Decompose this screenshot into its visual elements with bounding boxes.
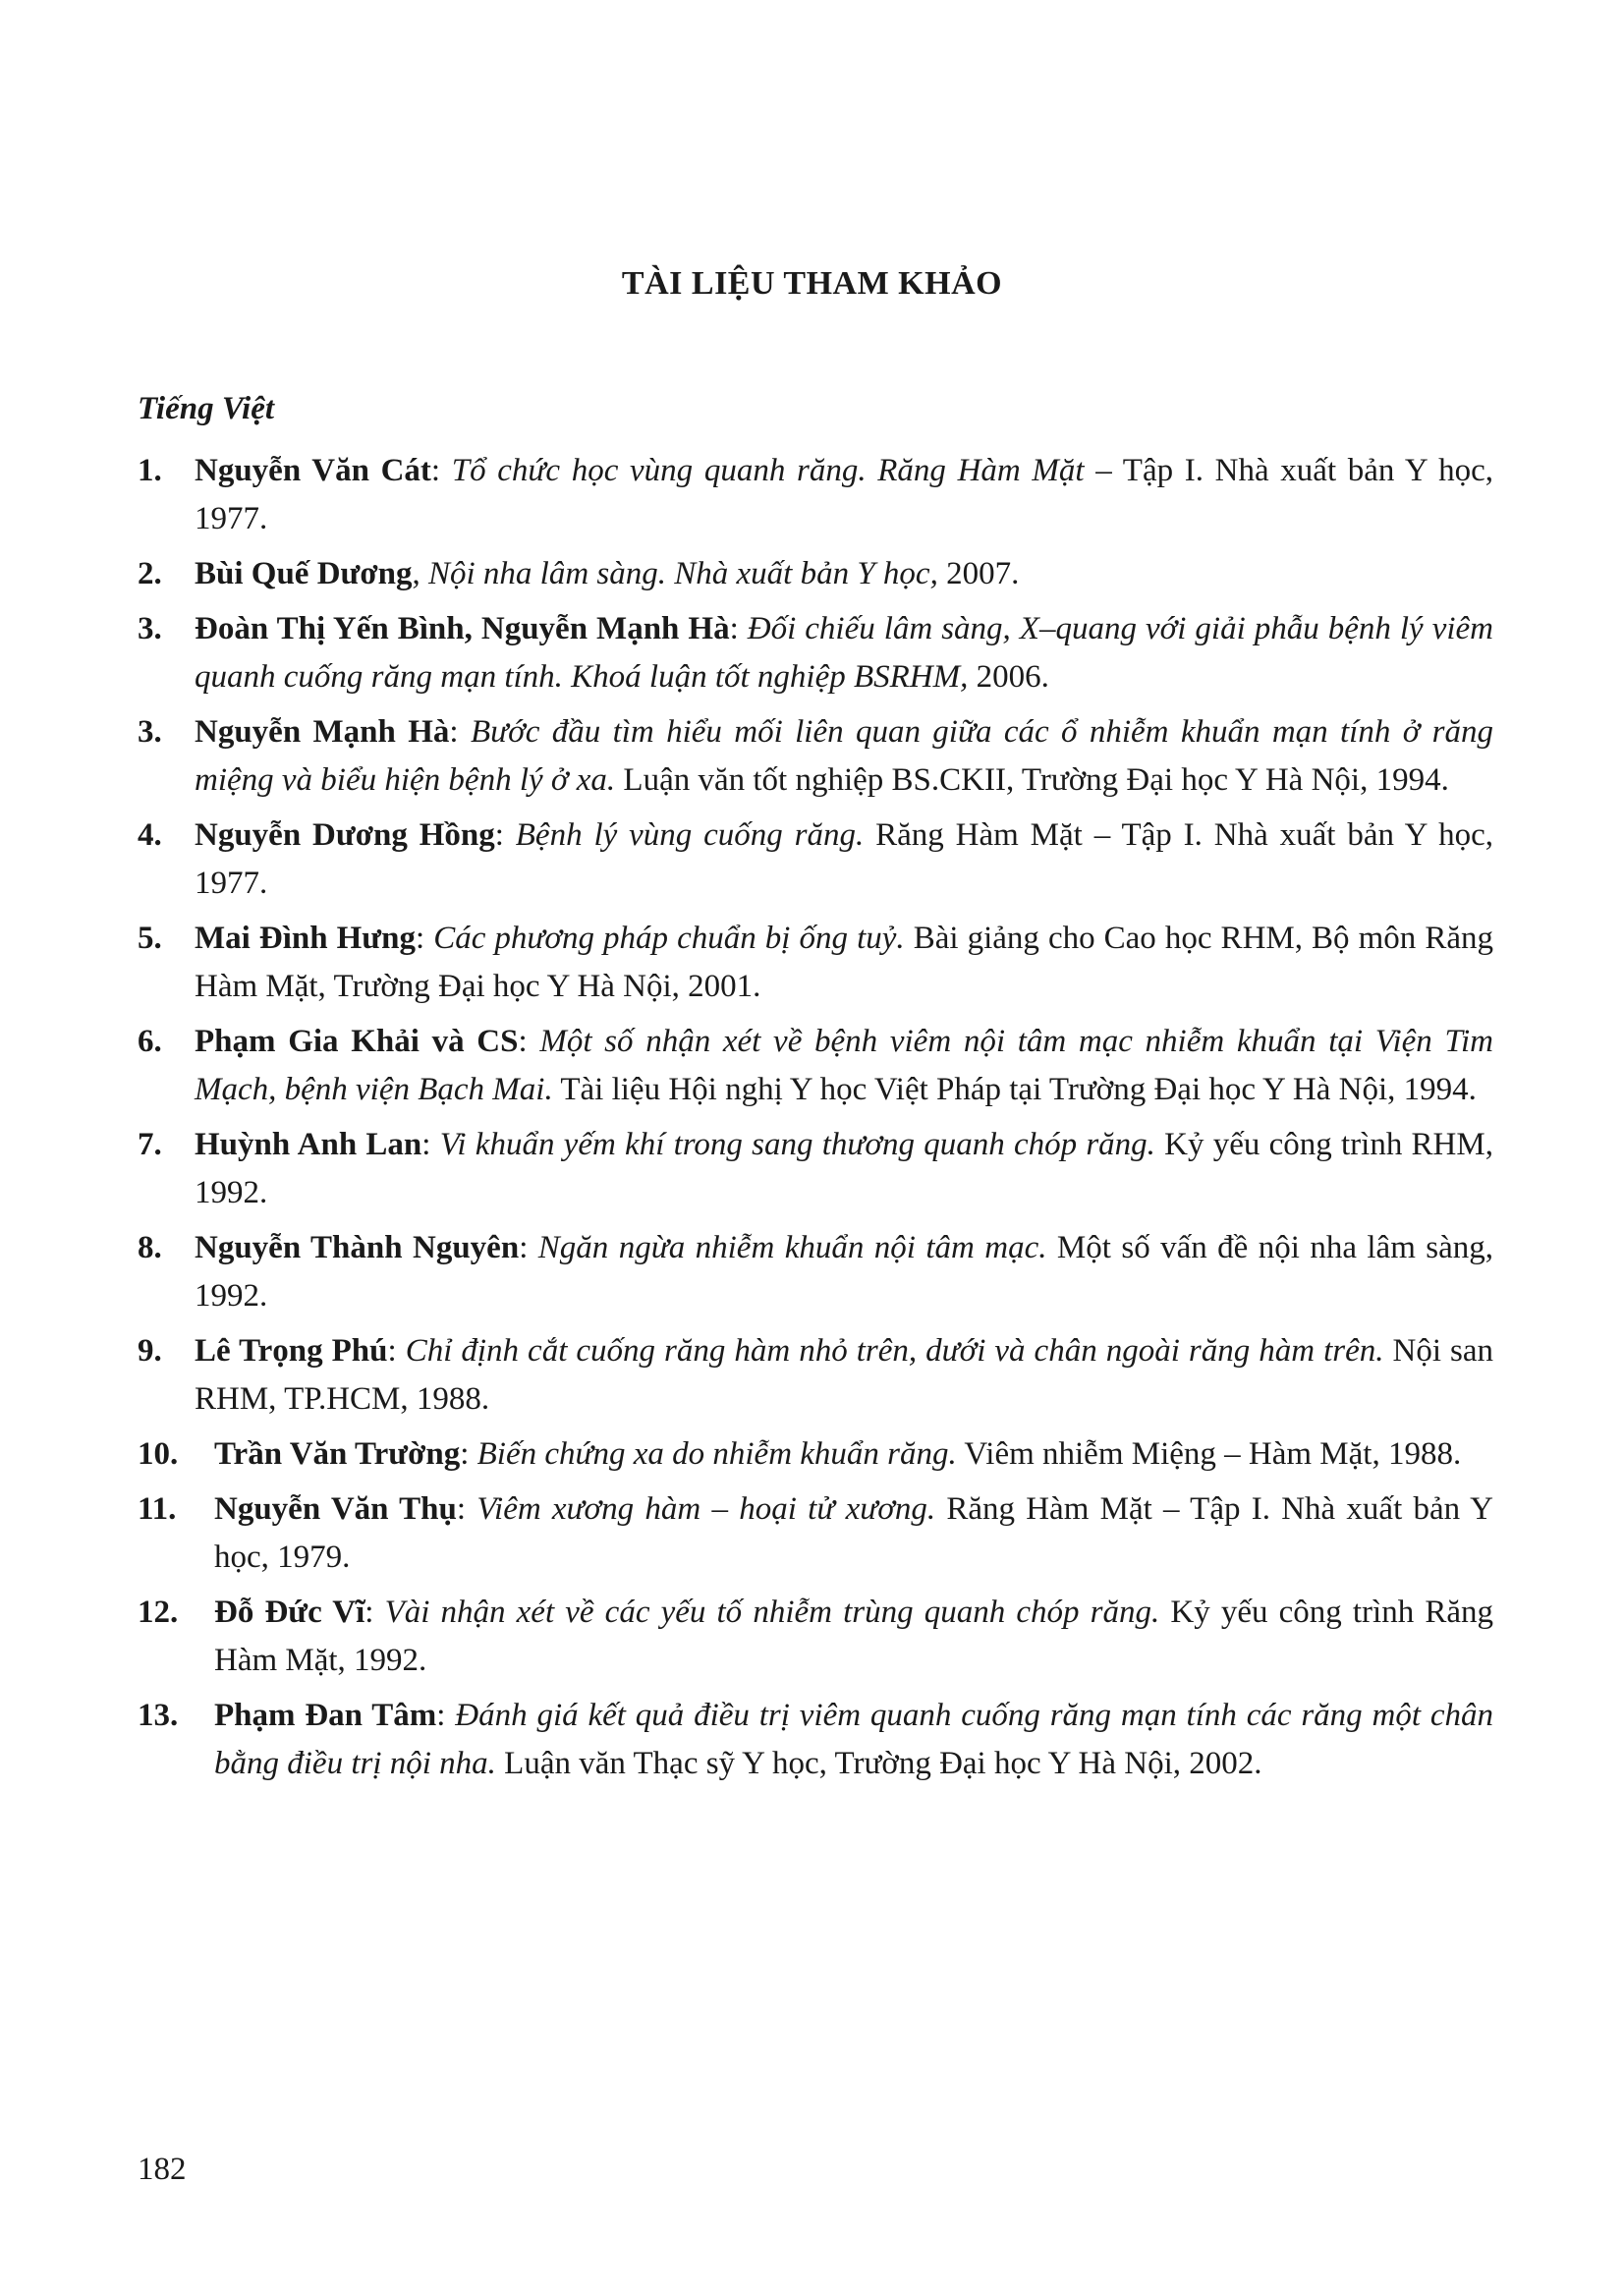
reference-work: Vài nhận xét về các yếu tố nhiễm trùng quanh chóp răng. [384, 1595, 1160, 1630]
reference-publication: 2007. [937, 556, 1020, 591]
reference-work: Vi khuẩn yếm khí trong sang thương quanh chóp răng. [439, 1127, 1155, 1162]
reference-separator: : [421, 1127, 440, 1162]
reference-publication: Luận văn Thạc sỹ Y học, Trường Đại học Y Hà Nội, 2002. [495, 1746, 1262, 1781]
reference-separator: : [415, 921, 434, 956]
reference-author: Nguyễn Văn Thụ [214, 1491, 457, 1527]
reference-item [138, 1327, 1493, 1424]
reference-publication: Bài giảng cho Cao học RHM, Bộ môn Răng Hàm Mặt, Trường Đại học Y Hà Nội, 2001. [195, 921, 1493, 1004]
reference-separator: : [436, 1698, 456, 1733]
reference-publication: Răng Hàm Mặt – Tập I. Nhà xuất bản Y học, 1977. [195, 817, 1493, 901]
reference-number: 10. [138, 1436, 179, 1472]
reference-work: Đánh giá kết quả điều trị viêm quanh cuống răng mạn tính các răng một chân bằng điều trị nội nha. [214, 1698, 1493, 1781]
reference-list [138, 447, 1493, 1795]
reference-separator: : [729, 611, 748, 646]
reference-work: Một số nhận xét về bệnh viêm nội tâm mạc nhiễm khuẩn tại Viện Tim Mạch, bệnh viện Bạch Mai. [195, 1024, 1493, 1107]
reference-publication: Kỷ yếu công trình Răng Hàm Mặt, 1992. [214, 1595, 1493, 1678]
reference-author: Nguyễn Dương Hồng [195, 817, 495, 853]
reference-item [138, 605, 1493, 701]
reference-separator: : [519, 1230, 538, 1265]
reference-item [138, 550, 1493, 598]
reference-number: 12. [138, 1595, 179, 1630]
reference-item [138, 1224, 1493, 1320]
reference-item [138, 1692, 1493, 1788]
reference-work: Bước đầu tìm hiểu mối liên quan giữa các ổ nhiễm khuẩn mạn tính ở răng miệng và biểu hiện bệnh lý ở xa. [195, 714, 1493, 798]
reference-publication: Răng Hàm Mặt – Tập I. Nhà xuất bản Y học, 1979. [214, 1491, 1493, 1575]
reference-publication: Nội san RHM, TP.HCM, 1988. [195, 1333, 1493, 1417]
reference-author: Lê Trọng Phú [195, 1333, 388, 1369]
reference-item [138, 812, 1493, 908]
page-title: TÀI LIỆU THAM KHẢO [621, 265, 1003, 302]
reference-number: 6. [138, 1024, 162, 1059]
reference-publication: Viêm nhiễm Miệng – Hàm Mặt, 1988. [956, 1436, 1462, 1472]
reference-separator: : [460, 1436, 477, 1472]
reference-author: Nguyễn Văn Cát [195, 453, 431, 488]
reference-separator: : [430, 453, 452, 488]
reference-separator: : [387, 1333, 406, 1369]
reference-publication: Luận văn tốt nghiệp BS.CKII, Trường Đại học Y Hà Nội, 1994. [615, 762, 1449, 798]
reference-work: Bệnh lý vùng cuống răng. [515, 817, 865, 853]
reference-separator: : [456, 1491, 477, 1527]
reference-item [138, 1430, 1493, 1479]
page-number: 182 [138, 2152, 187, 2187]
reference-number: 11. [138, 1491, 177, 1527]
reference-number: 13. [138, 1698, 179, 1733]
reference-publication: Kỷ yếu công trình RHM, 1992. [195, 1127, 1493, 1210]
reference-author: Đỗ Đức Vĩ [214, 1595, 365, 1630]
reference-item [138, 1485, 1493, 1582]
reference-publication: 2006. [968, 659, 1049, 695]
reference-number: 4. [138, 817, 162, 853]
reference-number: 3. [138, 611, 162, 646]
reference-author: Trần Văn Trường [214, 1436, 461, 1472]
reference-item [138, 708, 1493, 805]
reference-number: 7. [138, 1127, 162, 1162]
reference-author: Nguyễn Mạnh Hà [195, 714, 450, 750]
reference-author: Mai Đình Hưng [195, 921, 416, 956]
reference-separator: , [412, 556, 428, 591]
reference-author: Phạm Gia Khải và CS [195, 1024, 519, 1059]
reference-author: Phạm Đan Tâm [214, 1698, 437, 1733]
reference-work: Đối chiếu lâm sàng, X–quang với giải phẫu bệnh lý viêm quanh cuống răng mạn tính. Khoá luận tốt nghiệp BSRHM, [195, 611, 1493, 695]
reference-separator: : [518, 1024, 540, 1059]
reference-item [138, 1018, 1493, 1114]
reference-publication: Một số vấn đề nội nha lâm sàng, 1992. [195, 1230, 1494, 1314]
reference-work: Biến chứng xa do nhiễm khuẩn răng. [476, 1436, 957, 1472]
reference-number: 1. [138, 453, 162, 488]
reference-work: Viêm xương hàm – hoại tử xương. [476, 1491, 936, 1527]
reference-separator: : [364, 1595, 385, 1630]
reference-work: Tổ chức học vùng quanh răng. Răng Hàm Mặt [451, 453, 1085, 488]
reference-separator: : [494, 817, 516, 853]
reference-item [138, 447, 1493, 543]
reference-author: Bùi Quế Dương [195, 556, 413, 591]
reference-work: Nội nha lâm sàng. Nhà xuất bản Y học, [427, 556, 938, 591]
reference-number: 9. [138, 1333, 162, 1369]
reference-number: 5. [138, 921, 162, 956]
reference-item [138, 1121, 1493, 1217]
reference-publication: – Tập I. Nhà xuất bản Y học, 1977. [195, 453, 1494, 536]
reference-author: Huỳnh Anh Lan [195, 1127, 422, 1162]
reference-number: 3. [138, 714, 162, 750]
reference-publication: Tài liệu Hội nghị Y học Việt Pháp tại Trường Đại học Y Hà Nội, 1994. [552, 1072, 1477, 1107]
reference-work: Các phương pháp chuẩn bị ống tuỷ. [433, 921, 905, 956]
reference-author: Đoàn Thị Yến Bình, Nguyễn Mạnh Hà [195, 611, 730, 646]
reference-work: Ngăn ngừa nhiễm khuẩn nội tâm mạc. [537, 1230, 1047, 1265]
section-heading: Tiếng Việt [138, 391, 275, 426]
reference-item [138, 1589, 1493, 1685]
reference-author: Nguyễn Thành Nguyên [195, 1230, 520, 1265]
reference-number: 8. [138, 1230, 162, 1265]
reference-item [138, 915, 1493, 1011]
reference-separator: : [449, 714, 471, 750]
reference-number: 2. [138, 556, 162, 591]
reference-work: Chỉ định cắt cuống răng hàm nhỏ trên, dưới và chân ngoài răng hàm trên. [405, 1333, 1384, 1369]
